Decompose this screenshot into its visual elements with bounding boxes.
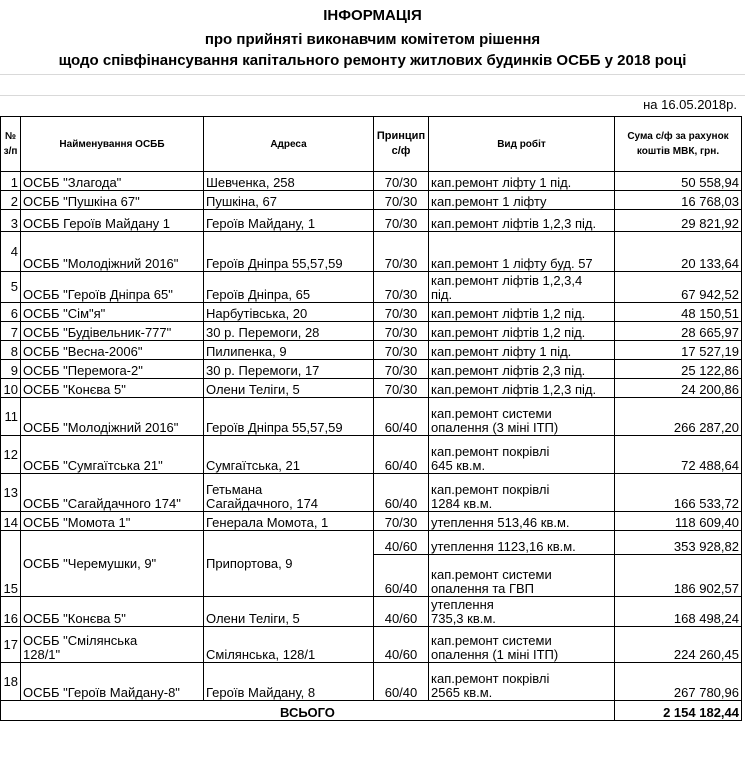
work-type: кап.ремонт 1 ліфту буд. 57 [429, 232, 615, 272]
row-number: 9 [1, 360, 21, 379]
work-type: кап.ремонт ліфтів 1,2 під. [429, 322, 615, 341]
doc-subtitle-1: про прийняті виконавчим комітетом рішення [204, 31, 541, 48]
address-line: Гетьмана [206, 482, 263, 497]
work-type [429, 627, 615, 663]
principle: 70/30 [374, 303, 429, 322]
header-work: Вид робіт [429, 117, 615, 172]
address: Пилипенка, 9 [204, 341, 374, 360]
row-number: 18 [1, 663, 21, 701]
header-address: Адреса [204, 117, 374, 172]
header-principle: Принцип с/ф [374, 117, 429, 172]
work-type-line: утеплення [431, 597, 494, 612]
sum: 16 768,03 [615, 191, 742, 210]
row-number: 16 [1, 597, 21, 627]
address: Героїв Дніпра, 65 [204, 272, 374, 303]
table-row [1, 322, 742, 341]
work-type-line: 1284 кв.м. [431, 496, 493, 511]
osbb-name: ОСББ "Героїв Дніпра 65" [21, 272, 204, 303]
osbb-name: ОСББ "Сумгаїтська 21" [21, 436, 204, 474]
principle: 70/30 [374, 512, 429, 531]
work-type: кап.ремонт ліфту 1 під. [429, 341, 615, 360]
work-type [429, 597, 615, 627]
row-number: 4 [1, 232, 21, 272]
table-row [1, 232, 742, 272]
principle: 70/30 [374, 341, 429, 360]
work-type-line: кап.ремонт ліфтів 1,2,3,4 [431, 273, 583, 288]
sum: 72 488,64 [615, 436, 742, 474]
table-row [1, 512, 742, 531]
row-number: 13 [1, 474, 21, 512]
address: Героїв Дніпра 55,57,59 [204, 398, 374, 436]
osbb-name-line: ОСББ "Смілянська [23, 633, 138, 648]
row-number: 8 [1, 341, 21, 360]
row-number: 10 [1, 379, 21, 398]
doc-subtitle-2: щодо співфінансування капітального ремонту житлових будинків ОСББ у 2018 році [58, 52, 687, 69]
doc-title: ІНФОРМАЦІЯ [323, 7, 422, 24]
principle: 40/60 [374, 531, 429, 555]
row-number: 6 [1, 303, 21, 322]
table-row [1, 398, 742, 436]
table-row [1, 191, 742, 210]
work-type: утеплення 1123,16 кв.м. [429, 531, 615, 555]
work-type: кап.ремонт ліфтів 1,2,3 під. [429, 210, 615, 232]
table-row [1, 379, 742, 398]
principle: 60/40 [374, 436, 429, 474]
sum: 168 498,24 [615, 597, 742, 627]
osbb-name: ОСББ "Пушкіна 67" [21, 191, 204, 210]
work-type [429, 436, 615, 474]
sum: 29 821,92 [615, 210, 742, 232]
address: Олени Теліги, 5 [204, 597, 374, 627]
work-type-line: 2565 кв.м. [431, 685, 493, 700]
address: Сумгаїтська, 21 [204, 436, 374, 474]
principle: 40/60 [374, 627, 429, 663]
work-type: кап.ремонт ліфтів 2,3 під. [429, 360, 615, 379]
sum: 353 928,82 [615, 531, 742, 555]
work-type-line: під. [431, 287, 453, 302]
work-type: кап.ремонт ліфтів 1,2 під. [429, 303, 615, 322]
sheet-gridline [0, 95, 745, 96]
work-type: утеплення 513,46 кв.м. [429, 512, 615, 531]
sum: 48 150,51 [615, 303, 742, 322]
sum: 25 122,86 [615, 360, 742, 379]
osbb-name: ОСББ "Конєва 5" [21, 597, 204, 627]
principle: 60/40 [374, 663, 429, 701]
total-sum: 2 154 182,44 [615, 701, 742, 721]
table-row [1, 663, 742, 701]
sum: 20 133,64 [615, 232, 742, 272]
table-row [1, 303, 742, 322]
table-row [1, 341, 742, 360]
table-row [1, 172, 742, 191]
work-type-line: кап.ремонт системи [431, 567, 552, 582]
financing-table [0, 116, 742, 721]
row-number: 14 [1, 512, 21, 531]
work-type [429, 663, 615, 701]
principle: 60/40 [374, 474, 429, 512]
osbb-name: ОСББ "Момота 1" [21, 512, 204, 531]
address: Олени Теліги, 5 [204, 379, 374, 398]
work-type-line: 645 кв.м. [431, 458, 486, 473]
principle: 70/30 [374, 210, 429, 232]
principle: 70/30 [374, 272, 429, 303]
osbb-name: ОСББ "Героїв Майдану-8" [21, 663, 204, 701]
row-number: 15 [1, 531, 21, 597]
work-type: кап.ремонт ліфтів 1,2,3 під. [429, 379, 615, 398]
principle: 70/30 [374, 322, 429, 341]
address: Героїв Майдану, 1 [204, 210, 374, 232]
address-line: Сагайдачного, 174 [206, 496, 319, 511]
work-type-line: кап.ремонт системи [431, 406, 552, 421]
principle: 70/30 [374, 191, 429, 210]
sum: 186 902,57 [615, 555, 742, 597]
work-type-line: кап.ремонт покрівлі [431, 482, 550, 497]
osbb-name-line: 128/1" [23, 647, 61, 662]
sheet-gridline [0, 74, 745, 75]
work-type-line: опалення та ГВП [431, 581, 535, 596]
table-row [1, 436, 742, 474]
row-number: 5 [1, 272, 21, 303]
sum: 50 558,94 [615, 172, 742, 191]
osbb-name: ОСББ "Конєва 5" [21, 379, 204, 398]
principle: 60/40 [374, 398, 429, 436]
osbb-name: ОСББ "Сім"я" [21, 303, 204, 322]
work-type: кап.ремонт 1 ліфту [429, 191, 615, 210]
table-row [1, 627, 742, 663]
address: Пушкіна, 67 [204, 191, 374, 210]
table-row [1, 474, 742, 512]
sum: 67 942,52 [615, 272, 742, 303]
header-sum: Сума с/ф за рахунок коштів МВК, грн. [615, 117, 742, 172]
work-type: кап.ремонт ліфту 1 під. [429, 172, 615, 191]
row-number: 11 [1, 398, 21, 436]
sum: 267 780,96 [615, 663, 742, 701]
date-note: на 16.05.2018р. [643, 97, 737, 112]
work-type [429, 474, 615, 512]
osbb-name [21, 627, 204, 663]
osbb-name: ОСББ "Весна-2006" [21, 341, 204, 360]
row-number: 1 [1, 172, 21, 191]
total-row [1, 701, 742, 721]
row-number: 12 [1, 436, 21, 474]
address: Генерала Момота, 1 [204, 512, 374, 531]
address: Припортова, 9 [204, 531, 374, 597]
table-row [1, 531, 742, 555]
table-row [1, 360, 742, 379]
principle: 60/40 [374, 555, 429, 597]
row-number: 2 [1, 191, 21, 210]
header-row [1, 117, 742, 172]
address: Нарбутівська, 20 [204, 303, 374, 322]
osbb-name: ОСББ "Будівельник-777" [21, 322, 204, 341]
sum: 24 200,86 [615, 379, 742, 398]
row-number: 3 [1, 210, 21, 232]
sum: 166 533,72 [615, 474, 742, 512]
osbb-name: ОСББ "Злагода" [21, 172, 204, 191]
osbb-name: ОСББ "Перемога-2" [21, 360, 204, 379]
header-name: Найменування ОСББ [21, 117, 204, 172]
sum: 17 527,19 [615, 341, 742, 360]
work-type-line: кап.ремонт покрівлі [431, 444, 550, 459]
work-type-line: опалення (1 міні ІТП) [431, 647, 559, 662]
osbb-name: ОСББ "Молодіжний 2016" [21, 398, 204, 436]
sum: 266 287,20 [615, 398, 742, 436]
work-type-line: кап.ремонт покрівлі [431, 671, 550, 686]
address: Героїв Дніпра 55,57,59 [204, 232, 374, 272]
address: Смілянська, 128/1 [204, 627, 374, 663]
header-num: № з/п [1, 117, 21, 172]
sum: 28 665,97 [615, 322, 742, 341]
address: Героїв Майдану, 8 [204, 663, 374, 701]
work-type [429, 398, 615, 436]
work-type [429, 555, 615, 597]
work-type-line: опалення (3 міні ІТП) [431, 420, 559, 435]
osbb-name: ОСББ "Молодіжний 2016" [21, 232, 204, 272]
table-row [1, 210, 742, 232]
table-row [1, 597, 742, 627]
principle: 70/30 [374, 360, 429, 379]
work-type-line: 735,3 кв.м. [431, 611, 496, 626]
work-type-line: кап.ремонт системи [431, 633, 552, 648]
address: 30 р. Перемоги, 17 [204, 360, 374, 379]
row-number: 7 [1, 322, 21, 341]
principle: 70/30 [374, 172, 429, 191]
sum: 224 260,45 [615, 627, 742, 663]
osbb-name: ОСББ Героїв Майдану 1 [21, 210, 204, 232]
table-row [1, 272, 742, 303]
address: Шевченка, 258 [204, 172, 374, 191]
total-label: ВСЬОГО [1, 701, 615, 721]
address: 30 р. Перемоги, 28 [204, 322, 374, 341]
principle: 70/30 [374, 232, 429, 272]
principle: 40/60 [374, 597, 429, 627]
row-number: 17 [1, 627, 21, 663]
osbb-name: ОСББ "Сагайдачного 174" [21, 474, 204, 512]
work-type [429, 272, 615, 303]
sum: 118 609,40 [615, 512, 742, 531]
principle: 70/30 [374, 379, 429, 398]
osbb-name: ОСББ "Черемушки, 9" [21, 531, 204, 597]
address [204, 474, 374, 512]
